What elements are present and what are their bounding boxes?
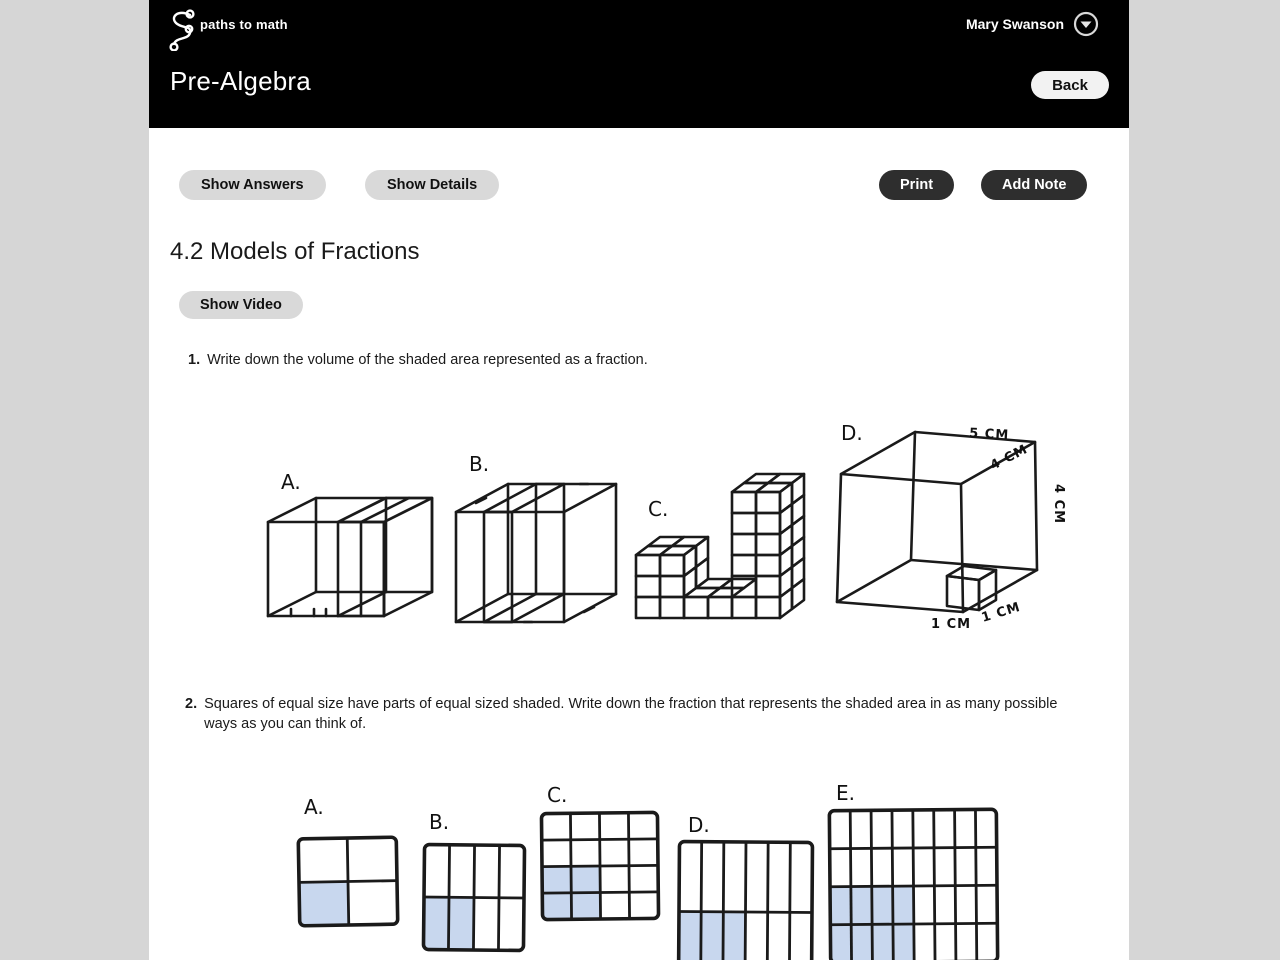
- fraction-grid: [679, 842, 813, 960]
- fraction-grid: [541, 812, 658, 919]
- figure-2-label: B.: [429, 810, 450, 834]
- add-note-button[interactable]: Add Note: [981, 170, 1087, 200]
- back-button[interactable]: Back: [1031, 71, 1109, 99]
- fraction-grid: [298, 837, 398, 926]
- figure-2-label: E.: [836, 781, 855, 805]
- fraction-grid: [423, 844, 524, 950]
- figure-2-label: A.: [304, 795, 324, 819]
- user-dropdown-icon[interactable]: [1073, 11, 1099, 37]
- dim-label-unit-w: 1 CM: [931, 617, 972, 632]
- dim-label-top: 5 CM: [968, 426, 1010, 444]
- lesson-title: 4.2 Models of Fractions: [170, 238, 420, 265]
- fraction-grid: [829, 809, 997, 960]
- figure-1c-label: C.: [648, 497, 669, 521]
- question-2-number: 2.: [185, 696, 198, 712]
- figure-1c-cubes: [628, 472, 810, 624]
- dim-label-height: 4 CM: [1051, 484, 1066, 525]
- dim-label-unit-d: 1 CM: [979, 599, 1023, 626]
- figure-2-label: D.: [688, 813, 710, 837]
- paths-to-math-logo-icon: [166, 7, 196, 51]
- figure-1b-box: [452, 476, 622, 628]
- dim-label-depth: 4 CM: [988, 442, 1031, 474]
- question-2-text: Squares of equal size have parts of equal sized shaded. Write down the fraction that represents the shaded area in as many possible ways as you can think of.: [204, 696, 1058, 732]
- user-menu[interactable]: [966, 11, 1099, 37]
- show-details-button[interactable]: Show Details: [365, 170, 499, 200]
- show-answers-button[interactable]: Show Answers: [179, 170, 326, 200]
- figure-1a-box: [262, 492, 437, 624]
- figure-1d-label: D.: [841, 421, 863, 445]
- figure-2-label: C.: [547, 783, 568, 807]
- course-title: Pre-Algebra: [170, 66, 311, 96]
- question-1-text: Write down the volume of the shaded area represented as a fraction.: [207, 352, 648, 368]
- figure-1d-box: [831, 420, 1066, 635]
- print-button[interactable]: Print: [879, 170, 954, 200]
- figure-1b-label: B.: [469, 452, 490, 476]
- show-video-button[interactable]: Show Video: [179, 291, 303, 319]
- content-area: [149, 0, 1129, 960]
- question-2: [185, 694, 1077, 734]
- header: [149, 0, 1129, 128]
- user-name: Mary Swanson: [965, 16, 1064, 32]
- question-1: [188, 350, 1068, 370]
- figure-1a-label: A.: [281, 470, 301, 494]
- brand-label: paths to math: [200, 17, 288, 32]
- question-1-number: 1.: [188, 352, 201, 368]
